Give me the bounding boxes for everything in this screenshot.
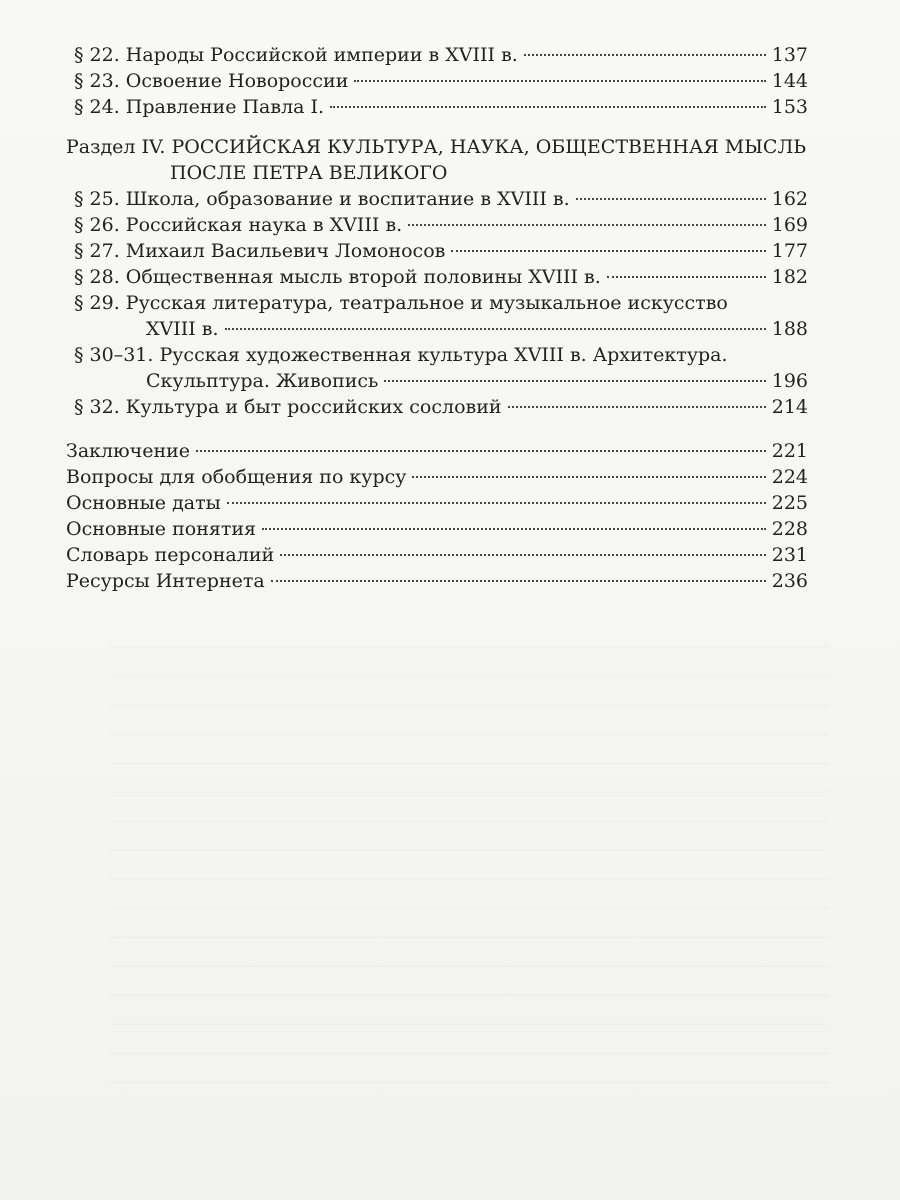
toc-entry[interactable] [66,212,808,238]
dot-leader [576,198,766,200]
page-number: 224 [771,466,808,488]
page-number: 214 [771,396,808,418]
page-number: 182 [771,266,808,288]
toc-entry[interactable] [66,42,808,68]
entry-title: § 23. Освоение Новороссии [74,70,349,92]
page-number: 144 [771,70,808,92]
dot-leader [196,450,766,452]
toc-entry[interactable] [66,542,808,568]
toc-entry[interactable] [66,464,808,490]
page-number: 162 [771,188,808,210]
entry-title: § 22. Народы Российской империи в XVIII в. [74,44,518,66]
page-number: 236 [771,570,808,592]
dot-leader [412,476,765,478]
entry-title: Заключение [66,440,191,462]
toc-entry-line1[interactable]: § 30–31. Русская художественная культура XVIII в. Архитектура. [74,344,728,366]
toc-entry[interactable] [66,238,808,264]
entry-title: § 28. Общественная мысль второй половины XVIII в. [74,266,601,288]
toc-entry[interactable] [66,68,808,94]
dot-leader [384,380,765,382]
toc-entry[interactable] [66,316,808,342]
toc-entry[interactable] [66,490,808,516]
dot-leader [354,80,765,82]
page-number: 225 [771,492,808,514]
page-number: 196 [771,370,808,392]
dot-leader [225,328,766,330]
page-number: 137 [771,44,808,66]
page-number: 188 [771,318,808,340]
entry-title: Словарь персоналий [66,544,275,566]
page-number: 169 [771,214,808,236]
entry-title: § 25. Школа, образование и воспитание в XVIII в. [74,188,570,210]
entry-title: § 26. Российская наука в XVIII в. [74,214,403,236]
toc-entry[interactable] [66,264,808,290]
dot-leader [262,528,766,530]
toc-entry[interactable] [66,186,808,212]
dot-leader [508,406,766,408]
entry-title: Скульптура. Живопись [146,370,379,392]
entry-title: Основные понятия [66,518,256,540]
dot-leader [607,276,766,278]
show-through-background [110,620,830,1100]
page-number: 177 [771,240,808,262]
page-number: 221 [771,440,808,462]
toc-entry-line1[interactable]: § 29. Русская литература, театральное и музыкальное искусство [74,292,728,314]
page-number: 228 [771,518,808,540]
section-heading-line1: Раздел IV. РОССИЙСКАЯ КУЛЬТУРА, НАУКА, ОБЩЕСТВЕННАЯ МЫСЛЬ [66,136,807,158]
entry-title: § 24. Правление Павла I. [74,96,325,118]
entry-title: XVIII в. [146,318,219,340]
entry-title: § 27. Михаил Васильевич Ломоносов [74,240,446,262]
section-heading-line2: ПОСЛЕ ПЕТРА ВЕЛИКОГО [170,162,448,184]
entry-title: Вопросы для обобщения по курсу [66,466,407,488]
toc-entry[interactable] [66,94,808,120]
spacer [66,420,808,438]
entry-title: Основные даты [66,492,221,514]
dot-leader [271,580,766,582]
toc-entry[interactable] [66,368,808,394]
table-of-contents [66,42,808,594]
section-heading [66,134,808,186]
entry-title: § 32. Культура и быт российских сословий [74,396,502,418]
dot-leader [330,106,766,108]
dot-leader [524,54,766,56]
toc-entry[interactable] [66,568,808,594]
entry-title: Ресурсы Интернета [66,570,265,592]
toc-entry[interactable] [66,394,808,420]
dot-leader [280,554,766,556]
page-number: 231 [771,544,808,566]
toc-entry[interactable] [66,516,808,542]
dot-leader [408,224,766,226]
page-number: 153 [771,96,808,118]
dot-leader [451,250,765,252]
toc-entry[interactable] [66,438,808,464]
dot-leader [227,502,766,504]
